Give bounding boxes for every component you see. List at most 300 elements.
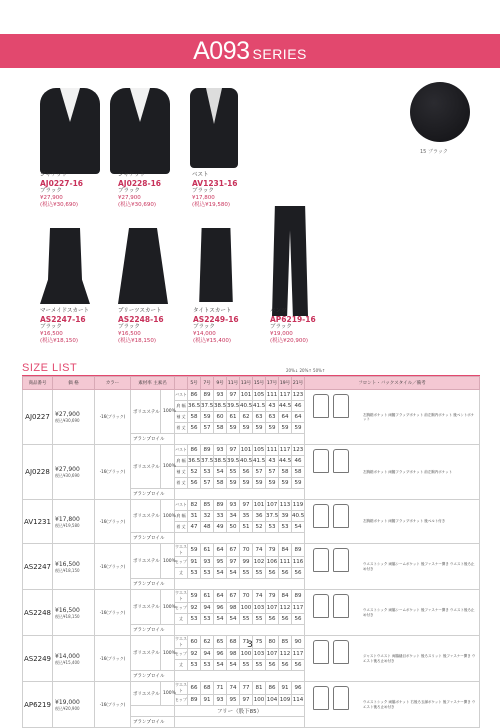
size-value-cell: 74 (253, 544, 266, 557)
size-value-cell: 59 (240, 423, 253, 434)
lining-cell: ブランプロイル (131, 671, 175, 682)
size-value-cell: 49 (214, 522, 227, 533)
lining-cell: ブランプロイル (131, 489, 175, 500)
measure-label: 袖 丈 (175, 467, 188, 478)
style-notes-text: ウエストシック 両脇シームポケット 後ファスナー開き ウエスト後ろ止め付き (363, 608, 475, 617)
fabric-cell: ポリエステル (131, 500, 161, 533)
back-style-sketch (333, 686, 349, 710)
size-value-cell: 39 (279, 511, 292, 522)
size-value-cell: 97 (227, 557, 240, 568)
size-value-cell: 59 (253, 478, 266, 489)
measure-label: ヒップ (175, 695, 188, 706)
size-value-cell: 74 (253, 590, 266, 603)
size-value-cell: 64 (279, 412, 292, 423)
size-value-cell: 55 (240, 614, 253, 625)
color-cell: -16(ブラック) (95, 636, 131, 682)
lining-cell: ブランプロイル (131, 717, 175, 728)
size-value-cell: 93 (214, 390, 227, 401)
size-value-cell: 94 (201, 603, 214, 614)
style-notes-cell (305, 390, 480, 445)
size-value-cell: 98 (227, 603, 240, 614)
size-value-cell: 59 (292, 423, 305, 434)
header-code: 商品番号 (23, 377, 53, 390)
product-code-cell: AV1231 (23, 500, 53, 544)
lining-spacer (175, 625, 305, 636)
size-value-cell: 57 (201, 478, 214, 489)
header-material: 素材率 主素名 (131, 377, 175, 390)
size-value-cell: 86 (188, 390, 201, 401)
price-cell (53, 390, 95, 445)
size-table-header (23, 377, 480, 390)
size-value-cell: 67 (227, 590, 240, 603)
header-size: 5号 (188, 377, 201, 390)
size-value-cell: 59 (292, 478, 305, 489)
size-value-cell: 96 (292, 682, 305, 695)
size-value-cell: 77 (240, 682, 253, 695)
pants-ap6219-image (272, 206, 308, 316)
product-aj0227: ジャケット AJ0227-16 ブラック ¥27,900 (税込¥30,690) (40, 172, 84, 208)
measure-label: 肩 幅 (175, 511, 188, 522)
measure-label: 袖 丈 (175, 412, 188, 423)
size-value-cell: 100 (240, 603, 253, 614)
measure-label: 丈 (175, 660, 188, 671)
fabric-cell: ポリエステル (131, 544, 161, 579)
size-value-cell: 59 (279, 423, 292, 434)
size-value-cell: 39.5 (227, 401, 240, 412)
size-value-cell: 66 (188, 682, 201, 695)
price-tax: 税込¥30,690 (55, 418, 80, 423)
size-value-cell: 80 (266, 636, 279, 649)
size-value-cell: 117 (279, 390, 292, 401)
size-value-cell: 105 (253, 390, 266, 401)
front-style-sketch (313, 394, 329, 418)
front-style-sketch (313, 548, 329, 572)
header-size: 17号 (266, 377, 279, 390)
size-value-cell: 56 (266, 660, 279, 671)
size-value-cell: 54 (214, 660, 227, 671)
lining-spacer (175, 579, 305, 590)
price-tax: 税込¥18,150 (55, 567, 80, 573)
series-banner (0, 34, 500, 68)
free-spacer (131, 706, 175, 717)
size-value-cell: 61 (227, 412, 240, 423)
size-value-cell: 56 (292, 614, 305, 625)
size-value-cell: 54 (214, 614, 227, 625)
size-value-cell: 53 (188, 614, 201, 625)
size-value-cell: 81 (253, 682, 266, 695)
size-value-cell: 59 (188, 544, 201, 557)
fabric-swatch (410, 82, 470, 142)
series-title: A093 SERIES (193, 37, 307, 65)
size-value-cell: 61 (201, 590, 214, 603)
size-value-cell: 58 (292, 467, 305, 478)
size-value-cell: 65 (214, 636, 227, 649)
price-tax: 税込¥19,580 (55, 522, 80, 528)
size-value-cell: 95 (227, 695, 240, 706)
size-value-cell: 114 (292, 695, 305, 706)
size-value-cell: 53 (201, 467, 214, 478)
front-style-sketch (313, 504, 329, 528)
product-code-cell: AP6219 (23, 682, 53, 728)
size-value-cell: 41.5 (253, 401, 266, 412)
style-notes-text: 左胸箱ポケット 両腰フラップポケット 前左胸内ポケット (363, 469, 453, 474)
size-value-cell: 84 (279, 544, 292, 557)
price-tax: 税込¥15,400 (55, 659, 80, 665)
style-notes-cell (305, 500, 480, 544)
size-value-cell: 93 (214, 445, 227, 456)
header-notes: フロント・バックスタイル／備考 (305, 377, 480, 390)
size-value-cell: 59 (266, 423, 279, 434)
size-value-cell: 59 (253, 423, 266, 434)
style-notes-text: 左胸箱ポケット 両腰フラップポケット 後ベルト付き (363, 519, 446, 524)
measure-label: バスト (175, 390, 188, 401)
vest-av1231-image (190, 88, 238, 168)
size-value-cell: 107 (266, 603, 279, 614)
lining-cell: ブランプロイル (131, 533, 175, 544)
style-notes-cell (305, 682, 480, 728)
size-value-cell: 97 (227, 390, 240, 401)
size-value-cell: 33 (214, 511, 227, 522)
color-cell: -16(ブラック) (95, 590, 131, 636)
size-value-cell: 64 (214, 590, 227, 603)
size-value-cell: 119 (292, 500, 305, 511)
fabric-pct-cell: 100% (161, 390, 175, 434)
size-value-cell: 48 (201, 522, 214, 533)
measure-label: 丈 (175, 614, 188, 625)
size-value-cell: 58 (214, 478, 227, 489)
size-value-cell: 52 (253, 522, 266, 533)
size-value-cell: 59 (227, 478, 240, 489)
size-value-cell: 74 (227, 682, 240, 695)
fabric-pct-cell: 100% (161, 682, 175, 706)
product-aj0228: ジャケット AJ0228-16 ブラック ¥27,900 (税込¥30,690) (118, 172, 162, 208)
size-value-cell: 50 (227, 522, 240, 533)
size-value-cell: 101 (240, 390, 253, 401)
header-size: 15号 (253, 377, 266, 390)
front-style-sketch (313, 449, 329, 473)
percent-note: 20%↓ 20%↑ 50%↑ (286, 368, 326, 373)
size-value-cell: 123 (292, 445, 305, 456)
size-value-cell: 61 (201, 544, 214, 557)
price-cell (53, 544, 95, 590)
style-notes-cell (305, 445, 480, 500)
size-value-cell: 39.5 (227, 456, 240, 467)
size-value-cell: 101 (240, 445, 253, 456)
size-value-cell: 36 (253, 511, 266, 522)
size-value-cell: 93 (201, 557, 214, 568)
size-value-cell: 85 (279, 636, 292, 649)
size-value-cell: 55 (253, 568, 266, 579)
size-value-cell: 46 (292, 456, 305, 467)
color-cell: -16(ブラック) (95, 544, 131, 590)
back-style-sketch (333, 449, 349, 473)
measure-label: ウエスト (175, 636, 187, 647)
price-tax: 税込¥20,900 (55, 705, 80, 711)
size-value-cell: 106 (266, 557, 279, 568)
price-value: ¥16,500 (55, 606, 80, 614)
price-cell (53, 500, 95, 544)
size-value-cell: 107 (266, 649, 279, 660)
size-value-cell: 107 (266, 500, 279, 511)
size-value-cell: 89 (188, 695, 201, 706)
size-value-cell: 105 (253, 445, 266, 456)
size-table (22, 376, 480, 728)
page-number: 3 (247, 640, 253, 650)
size-value-cell: 57 (201, 423, 214, 434)
header-color: カラー (95, 377, 131, 390)
product-av1231: ベスト AV1231-16 ブラック ¥17,800 (税込¥19,580) (192, 172, 238, 208)
size-value-cell: 57 (253, 467, 266, 478)
skirt-as2249-image (196, 228, 236, 302)
measure-label: 肩 幅 (175, 401, 188, 412)
size-value-cell: 82 (188, 500, 201, 511)
size-value-cell: 59 (279, 478, 292, 489)
size-value-cell: 59 (240, 478, 253, 489)
measure-label: ウエスト (175, 544, 187, 555)
front-style-sketch (313, 686, 329, 710)
price-cell (53, 590, 95, 636)
size-value-cell: 54 (292, 522, 305, 533)
price-value: ¥19,000 (55, 698, 80, 706)
size-value-cell: 53 (188, 660, 201, 671)
size-value-cell: 100 (253, 695, 266, 706)
size-value-cell: 56 (266, 614, 279, 625)
size-value-cell: 94 (201, 649, 214, 660)
size-value-cell: 56 (279, 614, 292, 625)
lining-spacer (175, 533, 305, 544)
lining-spacer (175, 489, 305, 500)
front-style-sketch (313, 594, 329, 618)
fabric-pct-cell: 100% (161, 544, 175, 579)
size-value-cell: 91 (188, 557, 201, 568)
size-value-cell: 97 (240, 500, 253, 511)
skirt-as2247-image (40, 228, 90, 304)
size-value-cell: 93 (227, 500, 240, 511)
size-value-cell: 89 (292, 544, 305, 557)
size-value-cell: 57 (266, 467, 279, 478)
fabric-cell: ポリエステル (131, 682, 161, 706)
product-ap6219: パンツ AP6219-16 ブラック ¥19,000 (税込¥20,900) (270, 308, 316, 344)
product-code-cell: AS2248 (23, 590, 53, 636)
size-value-cell: 55 (240, 568, 253, 579)
size-value-cell: 40.5 (240, 401, 253, 412)
size-value-cell: 59 (227, 423, 240, 434)
price-tax: 税込¥18,150 (55, 613, 80, 619)
table-row (23, 544, 480, 557)
price-tax: 税込¥30,690 (55, 473, 80, 478)
size-value-cell: 47 (188, 522, 201, 533)
color-cell: -16(ブラック) (95, 445, 131, 500)
size-value-cell: 79 (266, 590, 279, 603)
fabric-cell: ポリエステル (131, 445, 161, 489)
size-value-cell: 70 (240, 544, 253, 557)
price-cell (53, 682, 95, 728)
size-value-cell: 46 (292, 401, 305, 412)
size-value-cell: 36.5 (188, 401, 201, 412)
size-value-cell: 117 (292, 603, 305, 614)
size-value-cell: 98 (227, 649, 240, 660)
size-value-cell: 58 (188, 412, 201, 423)
back-style-sketch (333, 394, 349, 418)
size-value-cell: 86 (266, 682, 279, 695)
size-value-cell: 71 (214, 682, 227, 695)
size-value-cell: 100 (240, 649, 253, 660)
measure-label: バスト (175, 500, 188, 511)
lining-spacer (175, 671, 305, 682)
size-value-cell: 64 (292, 412, 305, 423)
lining-cell: ブランプロイル (131, 579, 175, 590)
size-value-cell: 53 (188, 568, 201, 579)
size-value-cell: 58 (279, 467, 292, 478)
size-value-cell: 37.5 (266, 511, 279, 522)
style-notes-text: 左胸箱ポケット 両腰フラップポケット 前左胸内ポケット 後ベントポケット (363, 412, 475, 421)
product-code-cell: AS2249 (23, 636, 53, 682)
size-value-cell: 35 (240, 511, 253, 522)
size-value-cell: 41.5 (253, 456, 266, 467)
product-code-cell: AJ0228 (23, 445, 53, 500)
size-value-cell: 34 (227, 511, 240, 522)
size-value-cell: 60 (214, 412, 227, 423)
price-cell (53, 445, 95, 500)
size-value-cell: 32 (201, 511, 214, 522)
header-size: 21号 (292, 377, 305, 390)
measure-label: 肩 幅 (175, 456, 188, 467)
size-value-cell: 55 (253, 660, 266, 671)
price-value: ¥14,000 (55, 652, 80, 660)
product-code-cell: AJ0227 (23, 390, 53, 445)
size-value-cell: 70 (240, 590, 253, 603)
product-code-cell: AS2247 (23, 544, 53, 590)
size-value-cell: 56 (240, 467, 253, 478)
size-value-cell: 62 (240, 412, 253, 423)
size-value-cell: 62 (201, 636, 214, 649)
size-value-cell: 56 (188, 478, 201, 489)
size-value-cell: 43 (266, 456, 279, 467)
size-value-cell: 53 (266, 522, 279, 533)
size-value-cell: 43 (266, 401, 279, 412)
size-list-title: SIZE LIST (22, 362, 78, 374)
size-value-cell: 56 (266, 568, 279, 579)
size-value-cell: 89 (292, 590, 305, 603)
size-value-cell: 84 (279, 590, 292, 603)
size-value-cell: 112 (279, 603, 292, 614)
back-style-sketch (333, 594, 349, 618)
size-value-cell: 53 (201, 568, 214, 579)
size-value-cell: 31 (188, 511, 201, 522)
price-value: ¥27,900 (55, 466, 80, 473)
size-value-cell: 91 (201, 695, 214, 706)
size-value-cell: 97 (240, 695, 253, 706)
size-value-cell: 55 (227, 467, 240, 478)
size-value-cell: 92 (188, 649, 201, 660)
size-value-cell: 109 (279, 695, 292, 706)
size-value-cell: 93 (214, 695, 227, 706)
header-size: 7号 (201, 377, 214, 390)
price-value: ¥16,500 (55, 560, 80, 568)
size-value-cell: 53 (279, 522, 292, 533)
table-row (23, 590, 480, 603)
size-value-cell: 44.5 (279, 401, 292, 412)
size-value-cell: 53 (201, 660, 214, 671)
size-value-cell: 54 (214, 568, 227, 579)
table-row (23, 445, 480, 456)
fabric-cell: ポリエステル (131, 636, 161, 671)
style-notes-cell (305, 544, 480, 590)
size-value-cell: 92 (188, 603, 201, 614)
size-value-cell: 113 (279, 500, 292, 511)
fabric-pct-cell: 100% (161, 500, 175, 533)
measure-label: バスト (175, 445, 188, 456)
table-row (23, 500, 480, 511)
measure-label: ヒップ (175, 557, 188, 568)
size-value-cell: 64 (214, 544, 227, 557)
size-value-cell: 96 (214, 603, 227, 614)
size-value-cell: 102 (253, 557, 266, 568)
size-value-cell: 117 (292, 649, 305, 660)
size-value-cell: 89 (201, 445, 214, 456)
price-value: ¥27,900 (55, 411, 80, 418)
size-value-cell: 117 (279, 445, 292, 456)
size-value-cell: 56 (188, 423, 201, 434)
size-value-cell: 68 (227, 636, 240, 649)
size-value-cell: 90 (292, 636, 305, 649)
size-value-cell: 54 (227, 568, 240, 579)
back-style-sketch (333, 548, 349, 572)
product-as2248: プリーツスカート AS2248-16 ブラック ¥16,500 (税込¥18,150) (118, 308, 164, 344)
size-value-cell: 123 (292, 390, 305, 401)
size-value-cell: 56 (279, 568, 292, 579)
jacket-aj0227-image (40, 88, 100, 174)
back-style-sketch (333, 504, 349, 528)
size-value-cell: 112 (279, 649, 292, 660)
size-value-cell: 54 (227, 614, 240, 625)
size-value-cell: 86 (188, 445, 201, 456)
measure-label: 着 丈 (175, 423, 188, 434)
size-value-cell: 89 (214, 500, 227, 511)
fabric-swatch-label: 15 ブラック (420, 149, 448, 155)
size-value-cell: 91 (279, 682, 292, 695)
size-value-cell: 56 (292, 660, 305, 671)
measure-label: ヒップ (175, 603, 188, 614)
color-cell: -16(ブラック) (95, 682, 131, 728)
lining-cell: ブランプロイル (131, 625, 175, 636)
product-as2249: タイトスカート AS2249-16 ブラック ¥14,000 (税込¥15,400) (193, 308, 239, 344)
size-value-cell: 111 (266, 390, 279, 401)
header-spacer (175, 377, 188, 390)
size-value-cell: 111 (279, 557, 292, 568)
size-value-cell: 95 (214, 557, 227, 568)
header-size: 9号 (214, 377, 227, 390)
header-size: 19号 (279, 377, 292, 390)
size-value-cell: 37.5 (201, 456, 214, 467)
size-value-cell: 68 (201, 682, 214, 695)
style-notes-text: ウエストシック 両脇ポケット 右後ろ玉縁ポケット 後ファスナー開き ウエスト後ろ止め付き (363, 700, 476, 709)
color-cell: -16(ブラック) (95, 500, 131, 544)
size-value-cell: 56 (292, 568, 305, 579)
size-value-cell: 103 (253, 649, 266, 660)
measure-label: 着 丈 (175, 522, 188, 533)
free-size-cell: フリー（股下85） (175, 706, 305, 717)
size-value-cell: 51 (240, 522, 253, 533)
size-value-cell: 58 (214, 423, 227, 434)
size-value-cell: 59 (188, 590, 201, 603)
size-value-cell: 101 (253, 500, 266, 511)
size-value-cell: 89 (201, 390, 214, 401)
price-value: ¥17,800 (55, 515, 80, 523)
size-value-cell: 54 (227, 660, 240, 671)
size-value-cell: 60 (188, 636, 201, 649)
style-notes-cell (305, 590, 480, 636)
